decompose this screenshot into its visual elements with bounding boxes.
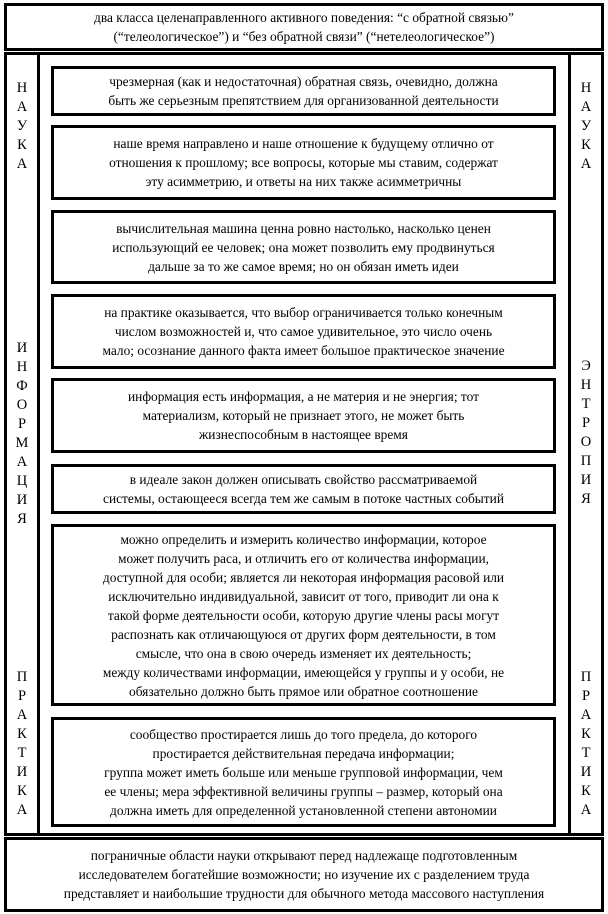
statement-box-6: [51, 464, 556, 514]
statement-text: вычислительная машина ценна ровно настолько, насколько ценен использующий ее человек; она может позволить ему продвинуться дальше за то же самое время; но он обязан иметь идеи: [112, 220, 495, 274]
statement-text: в идеале закон должен описывать свойство рассматриваемой системы, остающееся всегда тем же самым в потоке частных событий: [103, 472, 504, 506]
header-text: два класса целенаправленного активного поведения: “с обратной связью” (“телеологическое”) и “без обратной связи” (“нетелеологическое”): [94, 10, 514, 44]
left-label-informaciya: И Н Ф О Р М А Ц И Я: [15, 340, 29, 527]
footer-box: [4, 837, 604, 912]
statement-text: можно определить и измерить количество информации, которое может получить раса, и отличить его от количества информации, доступной для особи; является ли некоторая информация расовой или исключительно индивидуальной, зависит от того, приводит ли она к такой форме деятельности особи, которую другие члены расы могут распознать как отличающуюся от других форм деятельности, в том смысле, что она в свою очередь изменяет их деятельность; между количествами информации, имеющейся у группы и у особи, не обязательно должно быть прямое или обратное соотношение: [102, 531, 505, 699]
statement-box-2: [51, 125, 556, 200]
statement-box-5: [51, 378, 556, 453]
statement-text: чрезмерная (как и недостаточная) обратная связь, очевидно, должна быть же серьезным препятствием для организованной деятельности: [108, 74, 499, 108]
statement-box-1: [51, 66, 556, 116]
right-column: [568, 52, 604, 836]
statement-text: на практике оказывается, что выбор ограничивается только конечным числом возможностей и, что самое удивительное, это число очень мало; осознание данного факта имеет большое практическое значение: [102, 305, 505, 358]
statement-box-7: [51, 524, 556, 706]
statement-text: сообщество простирается лишь до того предела, до которого простирается действительная передача информации; группа может иметь больше или меньше групповой информации, чем ее члены; мера эффективной величины группы – размер, который она должна иметь для определенной установленной степени автономии: [104, 726, 503, 818]
footer-text: пограничные области науки открывают перед надлежаще подготовленным исследователем богатейшие возможности; но изучение их с разделением труда представляет и наибольшие трудности для обычного метода массового наступления: [63, 848, 545, 901]
left-label-nauka: Н А У К А: [16, 80, 28, 172]
statement-text: наше время направлено и наше отношение к будущему отлично от отношения к прошлому; все вопросы, которые мы ставим, содержат эту асимметрию, и ответы на них также асимметричны: [109, 136, 498, 189]
statement-text: информация есть информация, а не материя и не энергия; тот материализм, который не признает этого, не может быть жизнеспособным в настоящее время: [128, 389, 479, 442]
left-column: [4, 52, 40, 836]
right-label-entropiya: Э Н Т Р О П И Я: [580, 358, 592, 507]
statement-box-4: [51, 294, 556, 369]
header-box: [4, 3, 604, 51]
left-label-praktika: П Р А К Т И К А: [16, 669, 28, 818]
right-label-praktika: П Р А К Т И К А: [580, 669, 592, 818]
statement-box-8: [51, 717, 556, 827]
statement-box-3: [51, 210, 556, 284]
right-label-nauka: Н А У К А: [580, 80, 592, 172]
